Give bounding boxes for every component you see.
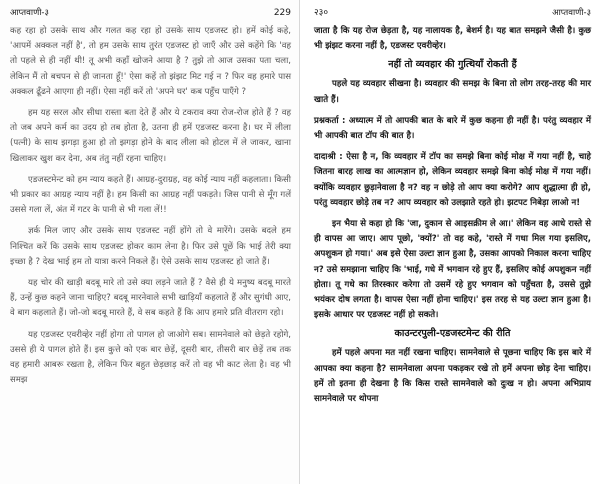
answer-text: ऐसा है न, कि व्यवहार में टॉप का समझे बिना कोई मोक्ष में गया नहीं है, चाहे जितना बारह लाख का आत्मज्ञान हो, लेकिन व्यवहार समझे बिना कोई मोक्ष में गया नहीं। क्योंकि व्यवहार छुड़ानेवाला है न? वह न छोड़े तो आप क्या करोगे? आप शुद्धात्मा ही हो, परंतु व्यवहार छोड़े तब न? आप व्यवहार को उलझाते रहते हो। झटपट निबेड़ा लाओ न! (314, 152, 591, 208)
questioner-label: प्रश्नकर्ता : (314, 115, 346, 126)
paragraph: यह चोर की खाड़ी बदबू मारे तो उसे क्या लड़ने जाते हैं ? वैसे ही ये मनुष्य बदबू मारते हैं, उन्हें कुछ कहने जाना चाहिए? बदबू मारनेवाले सभी खाड़ियाँ कहलाते हैं और सुगंधी आए, वे बाग कहलाते हैं। जो-जो बदबू मारते हैं, वे सब कहते हैं कि आप हमारे प्रति वीतराग रहो। (10, 278, 291, 319)
book-title: आप्तवाणी-३ (552, 8, 591, 18)
paragraph: इन भैया से कहा हो कि 'जा, दुकान से आइसक्रीम ले आ।' लेकिन वह आधे रास्ते से ही वापस आ जाए। आप पूछो, 'क्यों?' तो वह कहे, 'रास्ते में गधा मिल गया इसलिए, अपशुकन हो गया।' अब इसे ऐसा उल्टा ज्ञान हुआ है, उसका आपको निकाल करना चाहिए न? उसे समझाना चाहिए कि 'भाई, गधे में भगवान रहे हुए हैं, इसलिए कोई अपशुकन नहीं होता। तू गधे का तिरस्कार करेगा तो उसमें रहे हुए भगवान को पहुँचता है, उससे तुझे भयंकर दोष लगता है। वापस ऐसा नहीं होना चाहिए।' इस तरह से यह उल्टा ज्ञान हुआ है। इसके आधार पर एडजस्ट नहीं हो सकते। (314, 219, 591, 321)
paragraph: ज्ञर्क मिल जाए और उसके साथ एडजस्ट नहीं होंगे तो वे मारेंगे। उसके बदले हम निश्चित करें कि उसके साथ एडजस्ट होकर काम लेना है। फिर उसे पूछें कि भाई तेरी क्या इच्छा है ? देख भाई हम तो यात्रा करने निकले हैं। ऐसे उसके साथ एडजस्ट हो जाते हैं। (10, 226, 291, 267)
left-page (0, 0, 299, 484)
answer-paragraph (314, 150, 591, 211)
section-heading: काउन्टरपुली-एडजस्टमेन्ट की रीति (394, 328, 511, 340)
right-page-header (314, 4, 591, 22)
left-page-header (10, 4, 291, 22)
paragraph: पहले यह व्यवहार सीखना है। व्यवहार की समझ के बिना तो लोग तरह-तरह की मार खाते हैं। (314, 79, 591, 105)
question-text: अध्यात्म में तो आपकी बात के बारे में कुछ कहना ही नहीं है। परंतु व्यवहार में भी आपकी बात टॉप की बात है। (314, 115, 591, 142)
right-page (300, 0, 599, 484)
section-heading: नहीं तो व्यवहार की गुत्थियाँ रोकती हैं (388, 59, 517, 71)
page-number: 229 (273, 8, 291, 18)
paragraph: एडजस्टमेन्ट को हम न्याय कहते हैं। आग्रह-दुराग्रह, वह कोई न्याय नहीं कहलाता। किसी भी प्रकार का आग्रह न्याय नहीं है। हम किसी का आग्रह नहीं पकड़ते। जिस पानी से मूँग गलें उससे गला लें, अंत में गटर के पानी से भी गला लें!! (10, 174, 291, 216)
paragraph: हमें पहले अपना मत नहीं रखना चाहिए। सामनेवाले से पूछना चाहिए कि इस बारे में आपका क्या कहना है? सामनेवाला अपना पकड़कर रखे तो हमें अपना छोड़ देना चाहिए। हमें तो इतना ही देखना है कि किस रास्ते सामनेवाले को दुःख न हो। अपना अभिप्राय सामनेवाले पर थोपना (314, 348, 591, 405)
paragraph: जाता है कि यह रोज छेड़ता है, यह नालायक है, बेशर्म है। यह बात समझने जैसी है। कुछ भी झंझट करना नहीं है, एडजस्ट एवरीव्हेर। (314, 26, 591, 52)
paragraph: हम यह सरल और सीधा रास्ता बता देते हैं और ये टकराव क्या रोज-रोज होते हैं ? वह तो जब अपने कर्म का उदय हो तब होता है, उतना ही हमें एडजस्ट करना है। घर में लीला (पत्नी) के साथ झगड़ा हुआ हो तो झगड़ा होने के बाद लीला को होटल में ले जाकर, खाना खिलाकर खुश कर देना, अब तंतु नहीं रहना चाहिए। (10, 108, 291, 164)
book-title: आप्तवाणी-३ (10, 8, 49, 18)
paragraph: कह रहा हो उसके साथ और गलत कह रहा हो उसके साथ एडजस्ट हो। हमें कोई कहे, 'आपमें अक्कल नहीं है', तो हम उसके साथ तुरंत एडजस्ट हो जाएँ और उसे कहेंगे कि 'वह तो पहले से ही नहीं थी! तू अभी कहाँ खोजने आया है ? तुझे तो आज उसका पता चला, लेकिन मैं तो बचपन से ही जानता हूँ!' ऐसा कहें तो झंझट मिट गई न ? फिर वह हमारे पास अक्कल ढूँढने आएगा ही नहीं। ऐसा नहीं करें तो 'अपने घर' कब पहुँच पाएँगे ? (10, 26, 291, 97)
page-number: २३० (314, 8, 329, 18)
question-paragraph (314, 114, 591, 144)
paragraph: यह एडजस्ट एवरीव्हेर नहीं होगा तो पागल हो जाओगे सब। सामनेवाले को छेड़ते रहोगे, उससे ही ये पागल होते हैं। इस कुत्ते को एक बार छेड़ें, दूसरी बार, तीसरी बार छेड़ें तब तक वह हमारी आबरू रखता है, लेकिन फिर बहुत छेड़छाड़ करें तो वह भी काट लेता है। वह भी समझ (10, 329, 291, 386)
dadashri-label: दादाश्री : (314, 152, 343, 163)
